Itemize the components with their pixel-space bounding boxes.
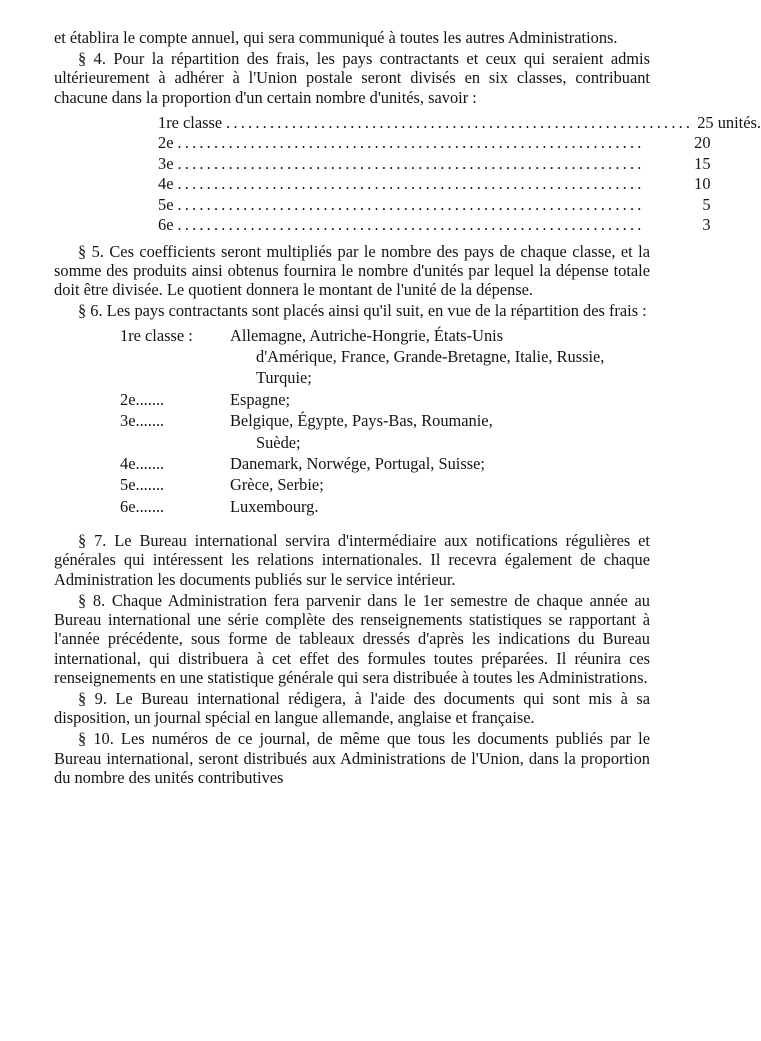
country-class-label: 6e.......: [120, 496, 165, 516]
paragraph-8: § 8. Chaque Administration fera parvenir dans le 1er semestre de chaque année au Bureau international une série complète des renseignements statistiques se rapportant à l'année précédente, sous forme de tableaux dressés d'après les indications du Bureau international, qui distribuera à cet effet des formules toutes préparées. Il réunira ces renseignements en une statistique générale qui sera distribuée à toutes les Administrations.: [54, 590, 650, 687]
country-class-label: 4e.......: [120, 454, 165, 474]
dot-leader: ................................................................: [177, 215, 645, 235]
country-list-continuation: Suède;: [256, 432, 301, 452]
class-label: 6e: [158, 215, 174, 235]
country-list: Danemark, Norwége, Portugal, Suisse;: [230, 454, 485, 474]
dot-leader: ................................................................: [177, 153, 645, 173]
paragraph-6: § 6. Les pays contractants sont placés ainsi qu'il suit, en vue de la répartition des frais :: [78, 301, 647, 321]
document-page: [54, 28, 761, 787]
dot-leader: ................................................................: [226, 112, 694, 132]
country-class-label: 2e.......: [120, 389, 165, 409]
paragraph-7: § 7. Le Bureau international servira d'intermédiaire aux notifications régulières et générales qui intéressent les relations internationales. Il recevra également de chaque Administration les documents publiés sur le service intérieur.: [54, 531, 650, 589]
paragraph-3-end: et établira le compte annuel, qui sera communiqué à toutes les autres Administrations.: [54, 28, 618, 47]
units-table: [158, 112, 761, 236]
paragraph-9: § 9. Le Bureau international rédigera, à l'aide des documents qui sont mis à sa disposition, un journal spécial en langue allemande, anglaise et française.: [54, 688, 650, 728]
countries-row-1: [120, 325, 620, 389]
class-units: 3: [702, 215, 711, 235]
units-row-2: [158, 133, 711, 154]
country-class-label: 1re classe :: [120, 325, 193, 345]
countries-row-4: [120, 453, 620, 474]
country-list-line: Allemagne, Autriche-Hongrie, États-Unis: [230, 325, 504, 345]
countries-row-3: [120, 410, 620, 453]
class-units: 5: [702, 194, 711, 214]
country-list-continuation: d'Amérique, France, Grande-Bretagne, Italie, Russie, Turquie;: [256, 347, 605, 388]
class-units: 15: [694, 153, 711, 173]
class-label: 3e: [158, 153, 174, 173]
units-row-4: [158, 174, 711, 195]
country-class-label: 3e.......: [120, 411, 165, 431]
country-list: Grèce, Serbie;: [230, 475, 324, 495]
class-label: 4e: [158, 174, 174, 194]
dot-leader: ................................................................: [177, 174, 645, 194]
paragraph-5: § 5. Ces coefficients seront multipliés par le nombre des pays de chaque classe, et la somme des produits ainsi obtenus fournira le nombre d'unités par lequel la dépense totale doit être divisée. Le quotient donnera le montant de l'unité de la dépense.: [54, 241, 650, 300]
class-units: 10: [694, 174, 711, 194]
country-list: [230, 410, 620, 453]
units-row-1: [158, 112, 761, 134]
units-row-6: [158, 215, 711, 236]
units-row-3: [158, 153, 711, 175]
paragraph-4: § 4. Pour la répartition des frais, les pays contractants et ceux qui seraient admis ultérieurement à adhérer à l'Union postale seront divisés en six classes, contribuant chacune dans la proportion d'un certain nombre d'unités, savoir :: [54, 49, 650, 107]
class-units: 25 unités.: [697, 112, 761, 132]
countries-row-6: [120, 496, 620, 517]
class-units: 20: [694, 133, 711, 153]
dot-leader: ................................................................: [177, 194, 645, 214]
countries-row-5: [120, 474, 620, 495]
paragraph-10: § 10. Les numéros de ce journal, de même que tous les documents publiés par le Bureau international, seront distribués aux Administrations de l'Union, dans la proportion du nombre des unités contributives: [54, 729, 650, 787]
class-label: 5e: [158, 194, 174, 214]
country-list: [230, 325, 620, 389]
dot-leader: ................................................................: [177, 133, 645, 153]
class-label: 1re classe: [158, 112, 223, 132]
countries-table: [120, 325, 620, 518]
country-class-label: 5e.......: [120, 475, 165, 495]
class-label: 2e: [158, 133, 174, 153]
country-list: Luxembourg.: [230, 496, 319, 516]
country-list-line: Belgique, Égypte, Pays-Bas, Roumanie,: [230, 411, 493, 431]
country-list: Espagne;: [230, 389, 291, 409]
countries-row-2: [120, 389, 620, 410]
units-row-5: [158, 194, 711, 216]
